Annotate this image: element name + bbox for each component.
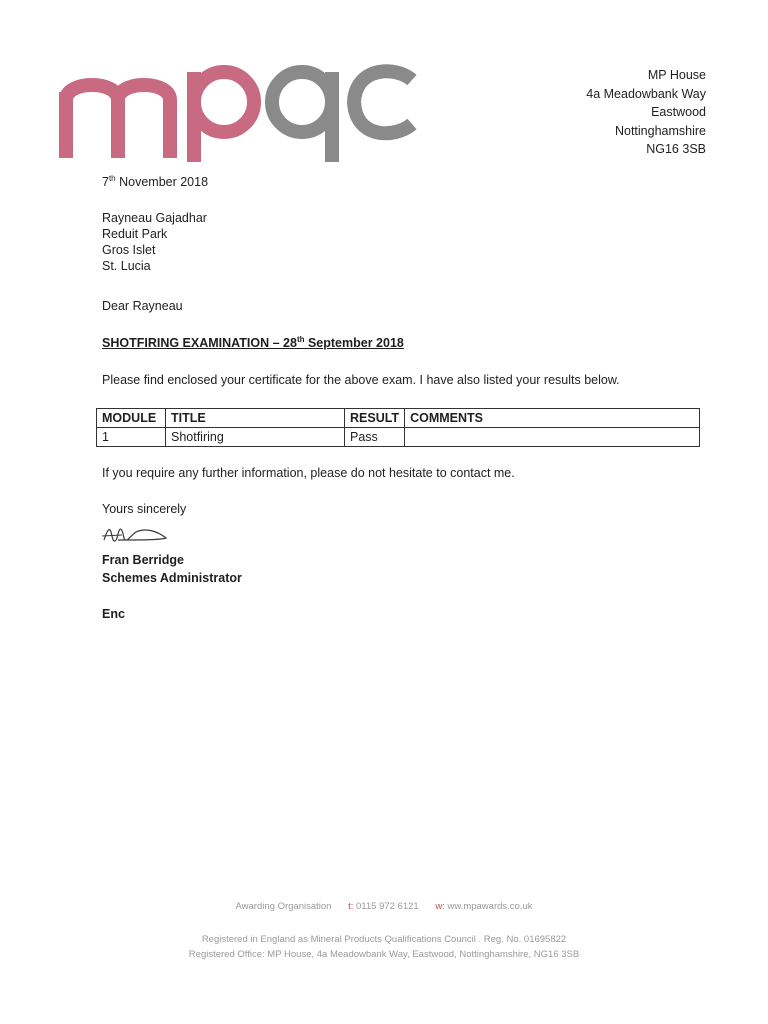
logo-graphic [56,58,420,162]
cell-title: Shotfiring [166,428,345,447]
footer-tel: 0115 972 6121 [353,901,419,912]
sender-line: 4a Meadowbank Way [586,86,706,101]
sender-line: NG16 3SB [646,142,706,156]
cell-result: Pass [345,428,405,447]
cell-module: 1 [97,428,166,447]
footer-org: Awarding Organisation [235,901,332,912]
footer-web: ww.mpawards.co.uk [444,901,533,912]
header-title: TITLE [166,409,345,428]
date-suffix: th [108,173,116,183]
footer-web-label: w: [435,901,445,912]
results-table [96,408,700,447]
sender-line: MP House [647,68,706,82]
salutation: Dear Rayneau [102,299,183,313]
enclosure-note: Enc [102,607,125,621]
recipient-line: St. Lucia [102,259,151,273]
recipient-address [102,210,207,274]
table-row [97,428,700,447]
recipient-name: Rayneau Gajadhar [102,211,207,225]
footer-contact [0,901,768,912]
mpqc-logo [56,58,420,162]
handwritten-signature [100,522,170,548]
letter-date [102,174,208,190]
subject-pre: SHOTFIRING EXAMINATION – 28 [102,336,297,350]
footer-registration [0,932,768,962]
signatory-title: Schemes Administrator [102,571,242,585]
intro-paragraph: Please find enclosed your certificate for the above exam. I have also listed your results below. [102,373,620,387]
sender-line: Nottinghamshire [614,123,706,138]
header-result: RESULT [345,409,405,428]
date-day: 7 [102,175,109,189]
recipient-line: Gros Islet [102,243,156,257]
header-module: MODULE [97,409,166,428]
header-comments: COMMENTS [405,409,700,428]
subject-post: September 2018 [304,336,404,350]
recipient-line: Reduit Park [102,227,168,241]
further-info-paragraph: If you require any further information, please do not hesitate to contact me. [102,466,515,480]
date-rest: November 2018 [115,175,209,189]
closing: Yours sincerely [102,502,187,516]
table-header-row [97,409,700,428]
sender-address [586,66,706,159]
subject-line [102,335,404,351]
footer-tel-label: t: [348,901,354,912]
sender-line: Eastwood [651,105,706,119]
footer-reg-line: Registered in England as Mineral Products Qualifications Council . Reg. No. 01695822 [201,934,567,945]
cell-comments [405,428,700,447]
subject-suffix: th [296,334,305,344]
signatory-name: Fran Berridge [102,553,184,567]
footer-reg-line: Registered Office: MP House, 4a Meadowbank Way, Eastwood, Nottinghamshire, NG16 3SB [188,949,580,960]
